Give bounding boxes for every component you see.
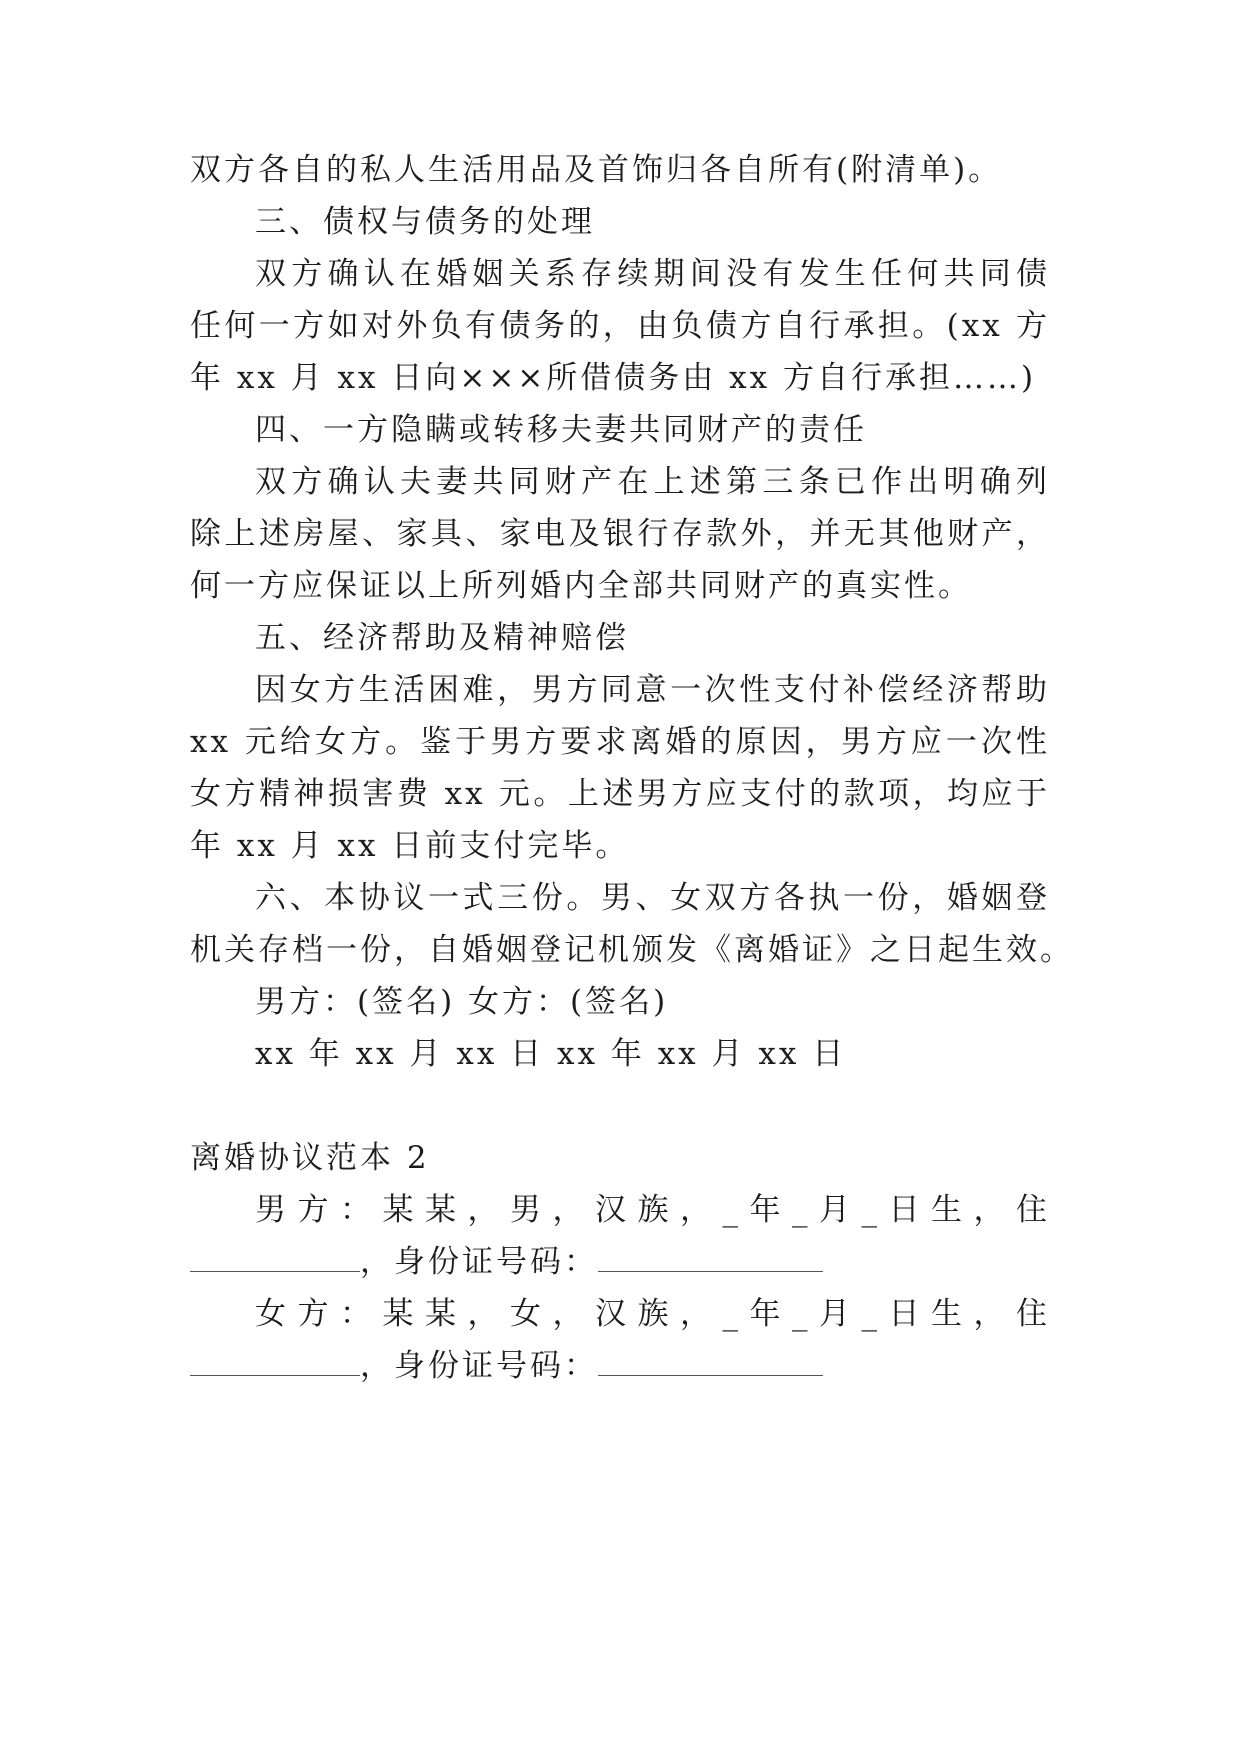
party-female-id-line xyxy=(190,1346,1050,1386)
signature-line: 男方：(签名) 女方：(签名) xyxy=(255,984,669,1020)
party-male-line: 男方：某某，男，汉族，_年_月_日生，住 xyxy=(255,1192,1050,1228)
section-heading: 五、经济帮助及精神赔偿 xyxy=(255,620,629,656)
paragraph-line: xx 元给女方。鉴于男方要求离婚的原因，男方应一次性 xyxy=(190,724,1050,760)
section-heading: 四、一方隐瞒或转移夫妻共同财产的责任 xyxy=(255,412,867,448)
document-title: 离婚协议范本 2 xyxy=(190,1140,430,1176)
paragraph-line: 机关存档一份，自婚姻登记机颁发《离婚证》之日起生效。 xyxy=(190,932,1074,968)
party-female-line: 女方：某某，女，汉族，_年_月_日生，住 xyxy=(255,1296,1050,1332)
date-line: xx 年 xx 月 xx 日 xx 年 xx 月 xx 日 xyxy=(255,1036,847,1072)
address-blank xyxy=(190,1245,360,1272)
paragraph-line: 双方确认夫妻共同财产在上述第三条已作出明确列 xyxy=(255,464,1050,500)
paragraph-line: 年 xx 月 xx 日前支付完毕。 xyxy=(190,828,630,864)
id-number-blank xyxy=(598,1349,823,1376)
paragraph-line: 双方各自的私人生活用品及首饰归各自所有(附清单)。 xyxy=(190,152,1003,188)
paragraph-line: 年 xx 月 xx 日向×××所借债务由 xx 方自行承担……) xyxy=(190,360,1037,396)
id-label: ，身份证号码： xyxy=(360,1244,598,1280)
id-label: ，身份证号码： xyxy=(360,1348,598,1384)
paragraph-line: 六、本协议一式三份。男、女双方各执一份，婚姻登 xyxy=(255,880,1050,916)
address-blank xyxy=(190,1349,360,1376)
paragraph-line: 任何一方如对外负有债务的，由负债方自行承担。(xx 方 xyxy=(190,308,1050,344)
id-number-blank xyxy=(598,1245,823,1272)
party-male-id-line xyxy=(190,1242,1050,1282)
paragraph-line: 女方精神损害费 xx 元。上述男方应支付的款项，均应于 xyxy=(190,776,1050,812)
paragraph-line: 双方确认在婚姻关系存续期间没有发生任何共同债 xyxy=(255,256,1050,292)
paragraph-line: 因女方生活困难，男方同意一次性支付补偿经济帮助 xyxy=(255,672,1050,708)
paragraph-line: 除上述房屋、家具、家电及银行存款外，并无其他财产， xyxy=(190,516,1050,552)
paragraph-line: 何一方应保证以上所列婚内全部共同财产的真实性。 xyxy=(190,568,972,604)
section-heading: 三、债权与债务的处理 xyxy=(255,204,595,240)
